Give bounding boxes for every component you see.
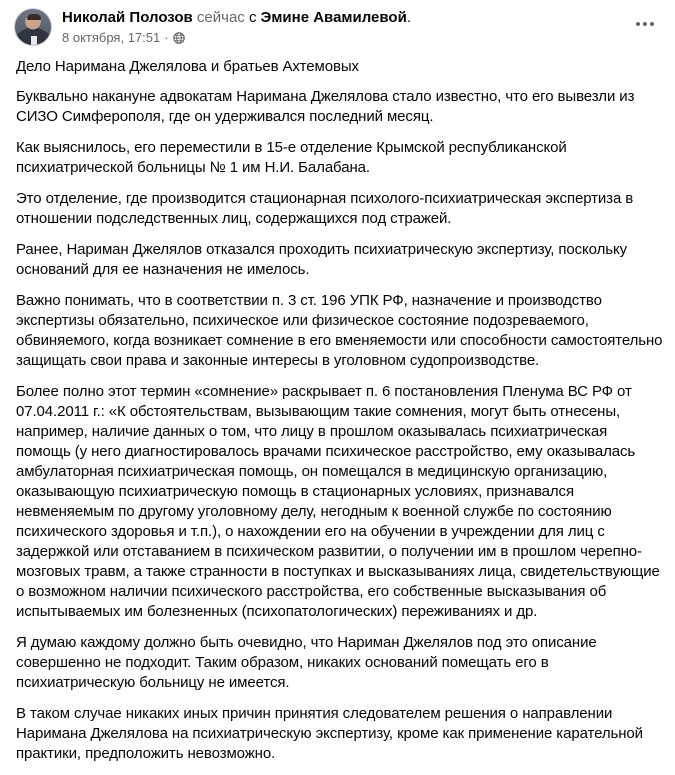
post-paragraph: Как выяснилось, его переместили в 15-е отделение Крымской республиканской психиатрической больницы № 1 им Н.И. Балабана.	[16, 139, 567, 176]
tagged-person-name[interactable]: Эмине Авамилевой	[260, 9, 407, 26]
post-header	[14, 6, 664, 50]
post-paragraph: Важно понимать, что в соответствии п. 3 ст. 196 УПК РФ, назначение и производство экспертизы обязательно, психическое или физическое состояние подозреваемого, обвиняемого, когда возникает сомнение в его вменяемости или способности самостоятельно защищать свои права и законные интересы в уголовном судопроизводстве.	[16, 292, 663, 369]
more-options-icon[interactable]	[630, 12, 660, 36]
globe-icon[interactable]	[173, 32, 185, 44]
post-meta	[62, 30, 185, 46]
byline-period: .	[406, 9, 411, 26]
post-date[interactable]: 8 октября, 17:51	[62, 30, 161, 45]
meta-separator: ·	[164, 30, 169, 45]
post-byline	[62, 9, 411, 27]
post-paragraph: Я думаю каждому должно быть очевидно, что Нариман Джелялов под это описание совершенно не подходит. Таким образом, никаких оснований помещать его в психиатрическую больницу не имеется.	[16, 634, 597, 691]
avatar-shirt	[31, 36, 37, 46]
post-time-label: сейчас	[196, 9, 245, 26]
post-body	[16, 57, 664, 775]
post-paragraph: Это отделение, где производится стационарная психолого-психиатрическая экспертиза в отношении подследственных лиц, содержащихся под стражей.	[16, 190, 634, 227]
post-paragraph: Ранее, Нариман Джелялов отказался проходить психиатрическую экспертизу, поскольку оснований для ее назначения не имелось.	[16, 241, 627, 278]
post-paragraph: Буквально накануне адвокатам Наримана Джелялова стало известно, что его вывезли из СИЗО Симферополя, где он удерживался последний месяц.	[16, 88, 635, 125]
author-name[interactable]: Николай Полозов	[62, 9, 193, 26]
post-title: Дело Наримана Джелялова и братьев Ахтемовых	[16, 58, 359, 75]
post-paragraph: Более полно этот термин «сомнение» раскрывает п. 6 постановления Пленума ВС РФ от 07.04.2011 г.: «К обстоятельствам, вызывающим такие сомнения, могут быть отнесены, например, наличие данных о том, что лицу в прошлом оказывалась психиатрическая помощь (у него диагностировалось врачами психическое расстройство, ему оказывалась амбулаторная психиатрическая помощь, он помещался в медицинскую организацию, оказывающую психиатрическую помощь в стационарных условиях, признавался невменяемым по другому уголовному делу, негодным к военной службе по состоянию психического здоровья и т.п.), о нахождении его на обучении в учреждении для лиц с задержкой или отставанием в психическом развитии, о получении им в прошлом черепно-мозговых травм, а также странности в поступках и высказываниях лица, свидетельствующие о возможном наличии психического расстройства, его собственные высказывания об испытываемых им болезненных (психопатологических) переживаниях и др.	[16, 383, 660, 620]
more-dot	[636, 22, 640, 26]
author-avatar[interactable]	[14, 8, 52, 46]
post-paragraph: В таком случае никаких иных причин принятия следователем решения о направлении Наримана Джелялова на психиатрическую экспертизу, кроме как применение карательной практики, предположить невозможно.	[16, 705, 643, 762]
more-dot	[650, 22, 654, 26]
more-dot	[643, 22, 647, 26]
avatar-hair	[27, 14, 41, 20]
tagged-with-word: с	[248, 9, 257, 26]
